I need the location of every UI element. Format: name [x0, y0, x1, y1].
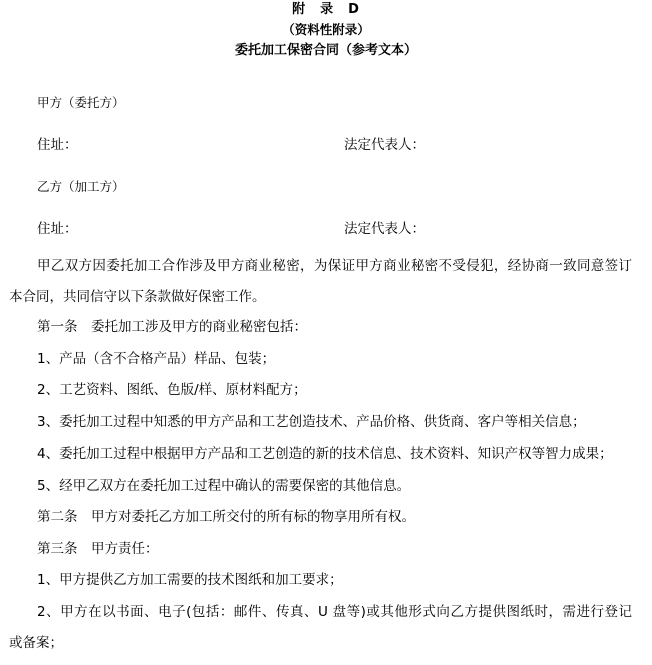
intro-paragraph-line-2: 本合同，共同信守以下条款做好保密工作。 [9, 289, 266, 305]
appendix-heading: 附 录 D [292, 2, 360, 17]
party-a-label: 甲方（委托方） [37, 95, 125, 110]
intro-paragraph-line-1: 甲乙双方因委托加工合作涉及甲方商业秘密，为保证甲方商业秘密不受侵犯，经协商一致同意签订 [37, 258, 632, 274]
article-1-item: 2、工艺资料、图纸、色版/样、原材料配方； [37, 382, 307, 398]
article-1-item: 5、经甲乙双方在委托加工过程中确认的需要保密的其他信息。 [37, 478, 411, 494]
article-3-item-2-line-1: 2、甲方在以书面、电子(包括：邮件、传真、U 盘等)或其他形式向乙方提供图纸时，需进行登记 [37, 604, 632, 620]
article-1-heading: 第一条 委托加工涉及甲方的商业秘密包括： [37, 319, 307, 335]
party-b-address-label: 住址： [37, 221, 78, 237]
party-b-representative-label: 法定代表人： [344, 221, 425, 237]
party-a-address-label: 住址： [37, 137, 78, 153]
contract-title: 委托加工保密合同（参考文本） [234, 43, 417, 58]
article-1-item: 4、委托加工过程中根据甲方产品和工艺创造的新的技术信息、技术资料、知识产权等智力成果； [37, 446, 613, 462]
article-1-item: 1、产品（含不合格产品）样品、包装； [37, 351, 276, 367]
article-2-paragraph: 第二条 甲方对委托乙方加工所交付的所有标的物享用所有权。 [37, 509, 415, 525]
article-3-heading: 第三条 甲方责任： [37, 541, 159, 557]
article-3-item: 1、甲方提供乙方加工需要的技术图纸和加工要求； [37, 572, 343, 588]
article-1-item: 3、委托加工过程中知悉的甲方产品和工艺创造技术、产品价格、供货商、客户等相关信息； [37, 414, 586, 430]
article-3-item-2-line-2: 或备案； [9, 635, 63, 651]
appendix-note: （资料性附录） [282, 22, 370, 37]
party-a-representative-label: 法定代表人： [344, 137, 425, 153]
party-b-label: 乙方（加工方） [37, 179, 125, 194]
